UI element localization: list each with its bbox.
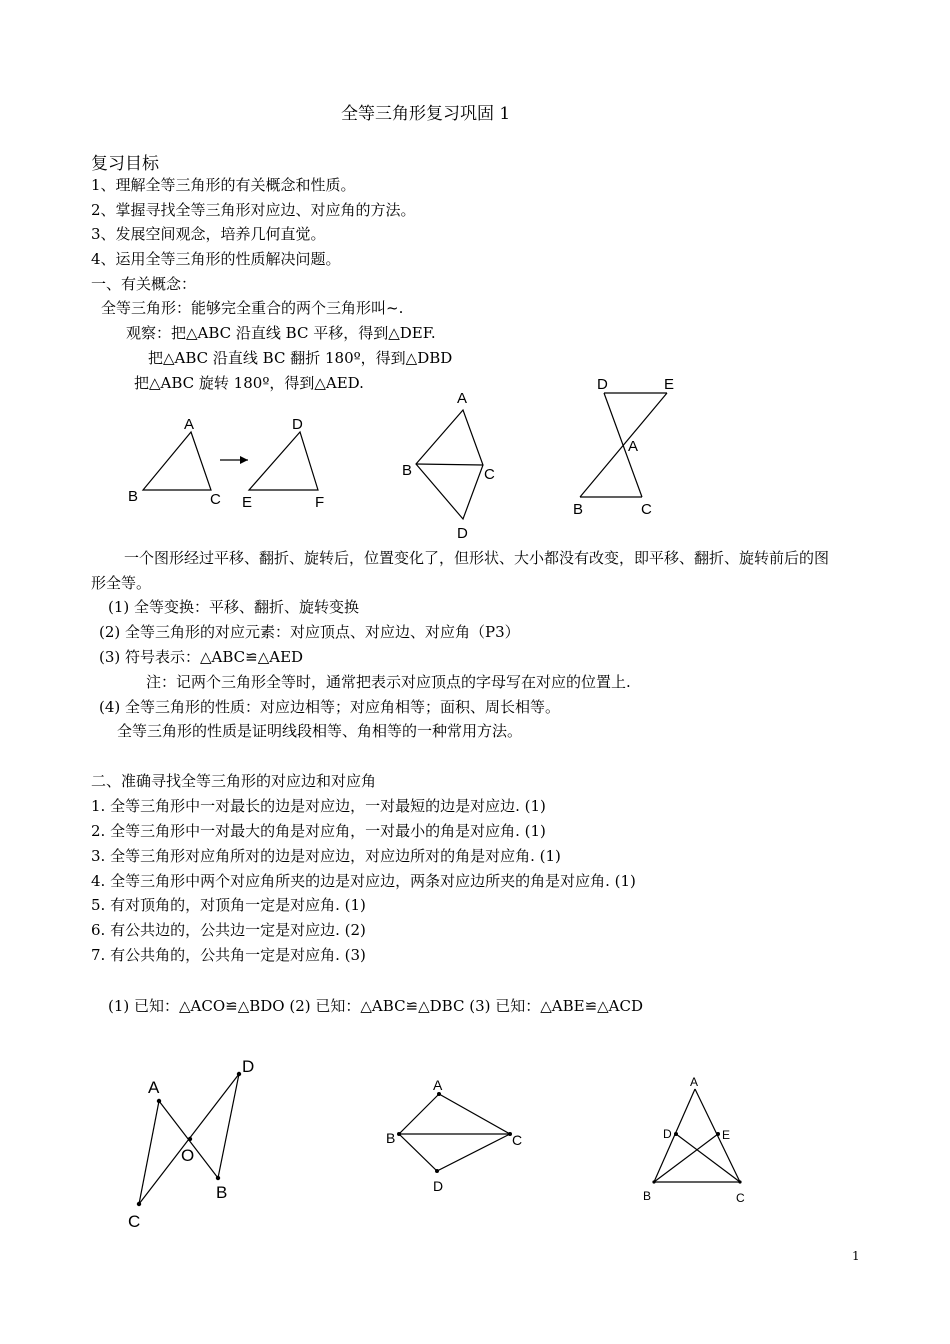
label-d: D [663, 1127, 672, 1141]
point-item: (3) 符号表示：△ABC≌△AED [99, 648, 304, 666]
triangle-def [249, 432, 318, 490]
label-b: B [402, 462, 413, 479]
label-a: A [628, 438, 639, 455]
page-title: 全等三角形复习巩固 1 [341, 104, 511, 124]
label-b: B [643, 1189, 652, 1203]
note-text: 注：记两个三角形全等时，通常把表示对应顶点的字母写在对应的位置上. [146, 673, 631, 691]
definition-text: 全等三角形：能够完全重合的两个三角形叫~. [101, 299, 404, 317]
rule-item: 2. 全等三角形中一对最大的角是对应角，一对最小的角是对应角. (1) [91, 822, 546, 840]
label-b: B [386, 1130, 396, 1146]
label-a: A [184, 416, 195, 433]
label-c: C [484, 466, 495, 483]
label-d: D [597, 376, 608, 393]
observe-line: 把△ABC 沿直线 BC 翻折 180º，得到△DBD [148, 349, 453, 367]
label-c: C [512, 1132, 523, 1148]
label-a: A [433, 1077, 443, 1093]
point-item: 全等三角形的性质是证明线段相等、角相等的一种常用方法。 [117, 722, 523, 740]
rule-item: 7. 有公共角的，公共角一定是对应角. (3) [91, 946, 366, 964]
triangle-abc [143, 432, 211, 490]
label-d: D [457, 525, 468, 542]
arrow-head-icon [240, 456, 248, 464]
section2-heading: 二、准确寻找全等三角形的对应边和对应角 [91, 772, 377, 790]
goals-heading: 复习目标 [91, 154, 159, 174]
label-b: B [128, 488, 139, 505]
label-c: C [128, 1212, 141, 1231]
label-c: C [736, 1191, 745, 1205]
label-c: C [641, 501, 652, 518]
point-item: (1) 全等变换：平移、翻折、旋转变换 [108, 598, 360, 616]
label-e: E [722, 1128, 731, 1142]
point-item: (4) 全等三角形的性质：对应边相等；对应角相等；面积、周长相等。 [99, 698, 561, 716]
label-d: D [433, 1178, 444, 1194]
label-a: A [148, 1078, 160, 1097]
summary-text: 一个图形经过平移、翻折、旋转后，位置变化了，但形状、大小都没有改变，即平移、翻折、旋转前后的图 [124, 549, 830, 567]
label-o: O [181, 1146, 195, 1165]
observe-line: 把△ABC 旋转 180º，得到△AED. [134, 374, 364, 392]
point-item: (2) 全等三角形的对应元素：对应顶点、对应边、对应角（P3） [99, 623, 520, 641]
label-b: B [216, 1183, 228, 1202]
observe-line: 观察：把△ABC 沿直线 BC 平移，得到△DEF. [126, 324, 436, 342]
examples-line: (1) 已知：△ACO≌△BDO (2) 已知：△ABC≌△DBC (3) 已知：△ABE≌△ACD [108, 997, 644, 1015]
goal-item: 2、掌握寻找全等三角形对应边、对应角的方法。 [91, 201, 416, 219]
rule-item: 1. 全等三角形中一对最长的边是对应边，一对最短的边是对应边. (1) [91, 797, 546, 815]
goal-item: 3、发展空间观念，培养几何直觉。 [91, 225, 326, 243]
label-d: D [242, 1057, 255, 1076]
page-number: 1 [852, 1249, 860, 1263]
label-b: B [573, 501, 584, 518]
label-e: E [664, 376, 675, 393]
rule-item: 6. 有公共边的，公共边一定是对应边. (2) [91, 921, 366, 939]
summary-text: 形全等。 [91, 574, 152, 592]
label-e: E [242, 494, 253, 511]
section1-heading: 一、有关概念： [91, 275, 197, 293]
kite-diagonal [416, 464, 483, 465]
goal-item: 1、理解全等三角形的有关概念和性质。 [91, 176, 356, 194]
transformation-figures [0, 370, 950, 545]
label-a: A [457, 390, 468, 407]
example-figures [0, 1045, 950, 1235]
label-c: C [210, 491, 221, 508]
label-f: F [315, 494, 325, 511]
rule-item: 3. 全等三角形对应角所对的边是对应边，对应边所对的角是对应角. (1) [91, 847, 561, 865]
label-a: A [690, 1075, 699, 1089]
label-d: D [292, 416, 303, 433]
goal-item: 4、运用全等三角形的性质解决问题。 [91, 250, 341, 268]
rule-item: 4. 全等三角形中两个对应角所夹的边是对应边，两条对应边所夹的角是对应角. (1) [91, 872, 636, 890]
rule-item: 5. 有对顶角的，对顶角一定是对应角. (1) [91, 896, 366, 914]
